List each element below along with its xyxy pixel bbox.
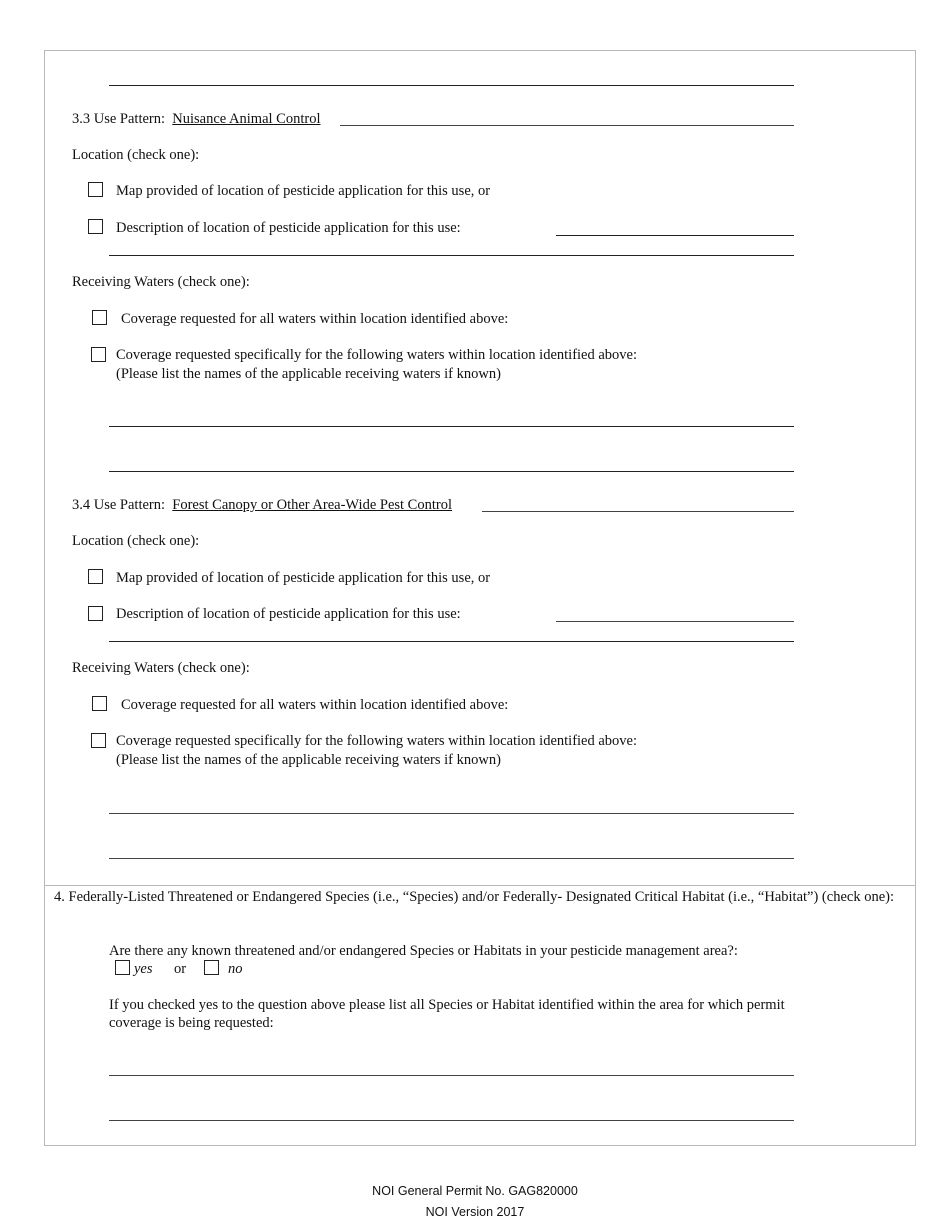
receiving-waters-line[interactable] bbox=[109, 813, 794, 814]
footer-permit: NOI General Permit No. GAG820000 bbox=[372, 1184, 578, 1198]
specific-waters-checkbox[interactable] bbox=[91, 347, 106, 362]
description-line[interactable] bbox=[556, 235, 794, 236]
species-line[interactable] bbox=[109, 1075, 794, 1076]
use-pattern-line bbox=[340, 125, 794, 126]
species-followup: If you checked yes to the question above please list all Species or Habitat identified within the area for which permit coverage is being requested: bbox=[109, 997, 785, 1031]
map-provided-checkbox[interactable] bbox=[88, 569, 103, 584]
use-pattern-label: 3.3 Use Pattern: bbox=[72, 111, 166, 127]
description-line[interactable] bbox=[556, 621, 794, 622]
section-4-title: 4. Federally-Listed Threatened or Endangered Species (i.e., “Species) and/or Federally- Designated Critical Habitat (i.e., “Habitat”) (check one): bbox=[54, 889, 894, 905]
section-divider bbox=[44, 885, 916, 886]
species-line[interactable] bbox=[109, 1120, 794, 1121]
location-label: Location (check one): bbox=[72, 147, 200, 163]
or-label: or bbox=[174, 961, 187, 977]
form-frame bbox=[44, 50, 916, 1146]
receiving-waters-line[interactable] bbox=[109, 471, 794, 472]
map-provided-label: Map provided of location of pesticide application for this use, or bbox=[116, 570, 491, 586]
receiving-waters-label: Receiving Waters (check one): bbox=[72, 274, 250, 290]
use-pattern-value: Nuisance Animal Control bbox=[172, 111, 321, 127]
use-pattern-label: 3.4 Use Pattern: bbox=[72, 497, 166, 513]
specific-waters-note: (Please list the names of the applicable receiving waters if known) bbox=[116, 366, 501, 382]
location-label: Location (check one): bbox=[72, 533, 200, 549]
receiving-waters-line[interactable] bbox=[109, 426, 794, 427]
description-label: Description of location of pesticide application for this use: bbox=[116, 606, 461, 622]
description-line-2[interactable] bbox=[109, 255, 794, 256]
use-pattern-line bbox=[482, 511, 794, 512]
no-label: no bbox=[228, 961, 243, 977]
description-label: Description of location of pesticide application for this use: bbox=[116, 220, 461, 236]
receiving-waters-line[interactable] bbox=[109, 858, 794, 859]
specific-waters-note: (Please list the names of the applicable receiving waters if known) bbox=[116, 752, 501, 768]
receiving-waters-label: Receiving Waters (check one): bbox=[72, 660, 250, 676]
yes-checkbox[interactable] bbox=[115, 960, 130, 975]
description-line-2[interactable] bbox=[109, 641, 794, 642]
specific-waters-label: Coverage requested specifically for the following waters within location identified above: bbox=[116, 347, 638, 363]
specific-waters-label: Coverage requested specifically for the following waters within location identified above: bbox=[116, 733, 638, 749]
all-waters-label: Coverage requested for all waters within location identified above: bbox=[121, 311, 509, 327]
answer-line[interactable] bbox=[109, 85, 794, 86]
no-checkbox[interactable] bbox=[204, 960, 219, 975]
map-provided-checkbox[interactable] bbox=[88, 182, 103, 197]
use-pattern-value: Forest Canopy or Other Area-Wide Pest Control bbox=[172, 497, 452, 513]
use-pattern-3-3-heading bbox=[72, 110, 320, 128]
all-waters-label: Coverage requested for all waters within location identified above: bbox=[121, 697, 509, 713]
map-provided-label: Map provided of location of pesticide application for this use, or bbox=[116, 183, 491, 199]
use-pattern-3-4-heading bbox=[72, 496, 452, 514]
species-question: Are there any known threatened and/or endangered Species or Habitats in your pesticide management area?: bbox=[109, 943, 738, 959]
description-checkbox[interactable] bbox=[88, 219, 103, 234]
specific-waters-checkbox[interactable] bbox=[91, 733, 106, 748]
description-checkbox[interactable] bbox=[88, 606, 103, 621]
all-waters-checkbox[interactable] bbox=[92, 310, 107, 325]
yes-label: yes bbox=[134, 961, 153, 977]
footer-version: NOI Version 2017 bbox=[425, 1205, 525, 1219]
all-waters-checkbox[interactable] bbox=[92, 696, 107, 711]
